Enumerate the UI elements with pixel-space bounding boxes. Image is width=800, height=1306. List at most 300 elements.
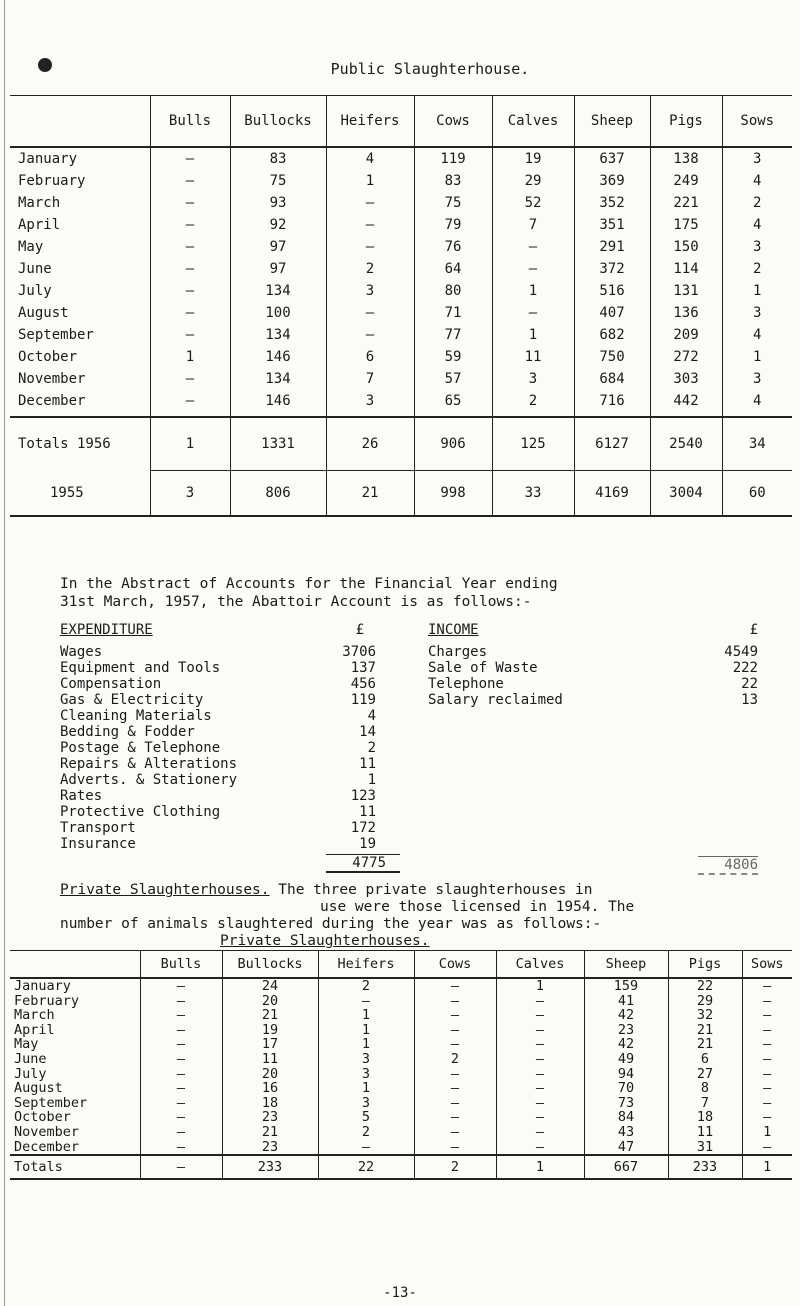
table-cell: 3 bbox=[722, 147, 792, 170]
table-cell: 17 bbox=[222, 1037, 318, 1052]
totals-label: Totals 1956 bbox=[10, 417, 150, 471]
table-cell: 272 bbox=[650, 346, 722, 368]
table-cell: — bbox=[742, 978, 792, 994]
table-cell: — bbox=[150, 236, 230, 258]
account-label: Postage & Telephone bbox=[60, 740, 221, 756]
account-amount: 4 bbox=[367, 708, 376, 724]
account-line bbox=[428, 660, 758, 676]
table-cell: 303 bbox=[650, 368, 722, 390]
totals-row bbox=[10, 1155, 792, 1179]
table-cell: 22 bbox=[668, 978, 742, 994]
table-cell: 684 bbox=[574, 368, 650, 390]
table-cell: — bbox=[318, 1140, 414, 1156]
column-header: Cows bbox=[414, 96, 492, 148]
table-cell: 1 bbox=[722, 346, 792, 368]
account-amount: 222 bbox=[732, 660, 758, 676]
table-cell: 138 bbox=[650, 147, 722, 170]
hole-punch-mark bbox=[38, 58, 52, 72]
table-cell: 146 bbox=[230, 390, 326, 417]
table-cell: 637 bbox=[574, 147, 650, 170]
table-cell: 131 bbox=[650, 280, 722, 302]
table-cell: — bbox=[742, 1067, 792, 1082]
column-header: Sows bbox=[742, 951, 792, 979]
table-cell: 2 bbox=[492, 390, 574, 417]
account-label: Transport bbox=[60, 820, 136, 836]
row-label: June bbox=[14, 1050, 47, 1067]
row-label: April bbox=[18, 217, 61, 233]
table-row bbox=[10, 346, 792, 368]
table-row bbox=[10, 390, 792, 417]
table-cell: 31 bbox=[668, 1140, 742, 1156]
totals-cell: 33 bbox=[492, 471, 574, 517]
account-amount: 4549 bbox=[724, 644, 758, 660]
income-block bbox=[428, 622, 758, 875]
row-label: May bbox=[14, 1036, 39, 1053]
table-row bbox=[10, 1125, 792, 1140]
totals-cell: 3 bbox=[150, 471, 230, 517]
account-label: Rates bbox=[60, 788, 103, 804]
table-cell: 70 bbox=[584, 1081, 668, 1096]
column-header: Bulls bbox=[150, 96, 230, 148]
column-header: Sheep bbox=[574, 96, 650, 148]
account-amount: 14 bbox=[359, 724, 376, 740]
row-label: March bbox=[18, 195, 61, 211]
table-cell: 16 bbox=[222, 1081, 318, 1096]
row-label: January bbox=[14, 978, 71, 994]
table-cell: 4 bbox=[722, 324, 792, 346]
table-cell: 442 bbox=[650, 390, 722, 417]
row-label: July bbox=[18, 283, 52, 299]
table-cell: 20 bbox=[222, 994, 318, 1009]
row-label: December bbox=[14, 1138, 80, 1155]
table-cell: 59 bbox=[414, 346, 492, 368]
totals-row bbox=[10, 471, 792, 517]
account-label: Insurance bbox=[60, 836, 136, 852]
account-label: Sale of Waste bbox=[428, 660, 538, 676]
table-row bbox=[10, 1067, 792, 1082]
table-row bbox=[10, 368, 792, 390]
table-cell: 5 bbox=[318, 1110, 414, 1125]
table-cell: — bbox=[496, 1125, 584, 1140]
account-line bbox=[60, 820, 400, 836]
column-header: Heifers bbox=[326, 96, 414, 148]
account-line bbox=[60, 708, 400, 724]
table-cell: 2 bbox=[318, 1125, 414, 1140]
table-cell: 2 bbox=[722, 192, 792, 214]
account-line bbox=[60, 644, 400, 660]
table-cell: 23 bbox=[222, 1110, 318, 1125]
table-cell: — bbox=[150, 324, 230, 346]
table-cell: 372 bbox=[574, 258, 650, 280]
account-amount: 123 bbox=[350, 788, 376, 804]
table-cell: — bbox=[496, 1096, 584, 1111]
table-cell: 21 bbox=[222, 1008, 318, 1023]
account-line bbox=[60, 836, 400, 852]
table-cell: — bbox=[414, 1110, 496, 1125]
table-cell: 11 bbox=[492, 346, 574, 368]
table-row bbox=[10, 147, 792, 170]
account-line bbox=[60, 692, 400, 708]
row-label: October bbox=[18, 349, 78, 365]
page-number: -13- bbox=[383, 1285, 417, 1301]
totals-cell: 906 bbox=[414, 417, 492, 471]
table-cell: — bbox=[742, 1052, 792, 1067]
table-cell: 100 bbox=[230, 302, 326, 324]
table-cell: — bbox=[414, 1140, 496, 1156]
account-amount: 11 bbox=[359, 756, 376, 772]
row-label: February bbox=[18, 173, 86, 189]
page-title: Public Slaughterhouse. bbox=[330, 60, 530, 78]
table-cell: 23 bbox=[222, 1140, 318, 1156]
table-cell: 750 bbox=[574, 346, 650, 368]
account-label: Gas & Electricity bbox=[60, 692, 204, 708]
column-header: Cows bbox=[414, 951, 496, 979]
totals-cell: 667 bbox=[584, 1155, 668, 1179]
table-row bbox=[10, 324, 792, 346]
table-cell: 8 bbox=[668, 1081, 742, 1096]
private-line2: use were those licensed in 1954. The bbox=[320, 899, 635, 915]
table-cell: 351 bbox=[574, 214, 650, 236]
table-cell: 159 bbox=[584, 978, 668, 994]
table-cell: 71 bbox=[414, 302, 492, 324]
table-cell: 369 bbox=[574, 170, 650, 192]
table-cell: 3 bbox=[722, 368, 792, 390]
table-row bbox=[10, 170, 792, 192]
table-row bbox=[10, 978, 792, 994]
totals-cell: 233 bbox=[222, 1155, 318, 1179]
totals-cell: 2 bbox=[414, 1155, 496, 1179]
table-cell: — bbox=[326, 192, 414, 214]
table-cell: 21 bbox=[668, 1037, 742, 1052]
account-amount: 456 bbox=[350, 676, 376, 692]
table-cell: — bbox=[140, 1008, 222, 1023]
account-label: Telephone bbox=[428, 676, 504, 692]
table-cell: — bbox=[326, 324, 414, 346]
table-cell: — bbox=[492, 258, 574, 280]
column-header: Pigs bbox=[650, 96, 722, 148]
table-cell: 7 bbox=[326, 368, 414, 390]
row-label: September bbox=[18, 327, 94, 343]
table-cell: — bbox=[140, 1037, 222, 1052]
income-header bbox=[428, 622, 758, 644]
row-label: May bbox=[18, 239, 44, 255]
row-label: November bbox=[18, 371, 86, 387]
totals-cell: 22 bbox=[318, 1155, 414, 1179]
table-cell: 2 bbox=[318, 978, 414, 994]
table-cell: — bbox=[414, 994, 496, 1009]
table-cell: — bbox=[140, 1023, 222, 1038]
table-cell: 1 bbox=[318, 1037, 414, 1052]
table-cell: — bbox=[496, 1008, 584, 1023]
table-cell: 1 bbox=[742, 1125, 792, 1140]
table-cell: — bbox=[150, 368, 230, 390]
account-label: Repairs & Alterations bbox=[60, 756, 238, 772]
table-cell: 83 bbox=[414, 170, 492, 192]
account-label: Equipment and Tools bbox=[60, 660, 221, 676]
table-cell: 97 bbox=[230, 236, 326, 258]
totals-label: 1955 bbox=[10, 471, 150, 517]
table-cell: 19 bbox=[492, 147, 574, 170]
table-cell: 52 bbox=[492, 192, 574, 214]
totals-cell: 34 bbox=[722, 417, 792, 471]
table-cell: 2 bbox=[722, 258, 792, 280]
totals-cell: 233 bbox=[668, 1155, 742, 1179]
table-cell: 65 bbox=[414, 390, 492, 417]
table-cell: 249 bbox=[650, 170, 722, 192]
private-slaughterhouses-paragraph bbox=[60, 882, 780, 950]
table-cell: 92 bbox=[230, 214, 326, 236]
table-cell: 146 bbox=[230, 346, 326, 368]
table-cell: 1 bbox=[318, 1008, 414, 1023]
page-margin-line bbox=[4, 0, 5, 1306]
table-cell: — bbox=[742, 1081, 792, 1096]
table-cell: — bbox=[150, 302, 230, 324]
table-cell: 134 bbox=[230, 368, 326, 390]
table-cell: 27 bbox=[668, 1067, 742, 1082]
table-cell: 4 bbox=[722, 214, 792, 236]
table-cell: 19 bbox=[222, 1023, 318, 1038]
account-label: Protective Clothing bbox=[60, 804, 221, 820]
account-amount: 11 bbox=[359, 804, 376, 820]
table-cell: 516 bbox=[574, 280, 650, 302]
table-cell: 716 bbox=[574, 390, 650, 417]
account-label: Salary reclaimed bbox=[428, 692, 563, 708]
table-cell: — bbox=[140, 994, 222, 1009]
income-heading: INCOME bbox=[428, 622, 479, 638]
table-row bbox=[10, 1008, 792, 1023]
account-amount: 119 bbox=[350, 692, 376, 708]
account-amount: 137 bbox=[350, 660, 376, 676]
table-cell: — bbox=[414, 1096, 496, 1111]
table-cell: — bbox=[496, 1067, 584, 1082]
table-cell: 3 bbox=[318, 1052, 414, 1067]
table-cell: 114 bbox=[650, 258, 722, 280]
totals-cell: 1 bbox=[496, 1155, 584, 1179]
table-cell: — bbox=[414, 1008, 496, 1023]
totals-cell: 4169 bbox=[574, 471, 650, 517]
table-cell: — bbox=[150, 214, 230, 236]
column-header: Bulls bbox=[140, 951, 222, 979]
table-cell: 24 bbox=[222, 978, 318, 994]
income-total: 4806 bbox=[698, 856, 758, 875]
table-cell: 76 bbox=[414, 236, 492, 258]
table-cell: — bbox=[492, 236, 574, 258]
row-label: April bbox=[14, 1021, 55, 1038]
row-label: September bbox=[14, 1094, 88, 1111]
table-cell: 4 bbox=[326, 147, 414, 170]
column-header: Heifers bbox=[318, 951, 414, 979]
table-cell: 47 bbox=[584, 1140, 668, 1156]
table-cell: — bbox=[496, 1037, 584, 1052]
table-cell: 73 bbox=[584, 1096, 668, 1111]
table-row bbox=[10, 1037, 792, 1052]
table-cell: 29 bbox=[668, 994, 742, 1009]
account-amount: 22 bbox=[741, 676, 758, 692]
table-cell: 175 bbox=[650, 214, 722, 236]
account-line bbox=[60, 724, 400, 740]
table-row bbox=[10, 214, 792, 236]
totals-cell: 1 bbox=[742, 1155, 792, 1179]
totals-cell: 2540 bbox=[650, 417, 722, 471]
totals-cell: 6127 bbox=[574, 417, 650, 471]
expenditure-block bbox=[60, 622, 400, 873]
private-heading: Private Slaughterhouses. bbox=[60, 882, 270, 898]
table-cell: — bbox=[140, 1052, 222, 1067]
table-cell: 1 bbox=[722, 280, 792, 302]
column-header: Sheep bbox=[584, 951, 668, 979]
table-cell: — bbox=[742, 1096, 792, 1111]
table-cell: 291 bbox=[574, 236, 650, 258]
account-line bbox=[428, 644, 758, 660]
table-cell: 209 bbox=[650, 324, 722, 346]
table-cell: 2 bbox=[414, 1052, 496, 1067]
table-cell: — bbox=[140, 1110, 222, 1125]
totals-cell: 806 bbox=[230, 471, 326, 517]
table-cell: 7 bbox=[668, 1096, 742, 1111]
account-label: Cleaning Materials bbox=[60, 708, 212, 724]
account-amount: 19 bbox=[359, 836, 376, 852]
table-cell: 1 bbox=[492, 324, 574, 346]
table-cell: 43 bbox=[584, 1125, 668, 1140]
account-line bbox=[60, 772, 400, 788]
table-cell: 21 bbox=[222, 1125, 318, 1140]
table-cell: — bbox=[414, 1037, 496, 1052]
account-line bbox=[60, 804, 400, 820]
account-line bbox=[60, 740, 400, 756]
table-cell: — bbox=[742, 1008, 792, 1023]
totals-label: Totals bbox=[10, 1155, 140, 1179]
table-cell: 93 bbox=[230, 192, 326, 214]
table-cell: 11 bbox=[668, 1125, 742, 1140]
table-cell: 3 bbox=[492, 368, 574, 390]
table-row bbox=[10, 1140, 792, 1156]
totals-cell: 60 bbox=[722, 471, 792, 517]
table-cell: 18 bbox=[222, 1096, 318, 1111]
table-row bbox=[10, 1110, 792, 1125]
table-cell: — bbox=[326, 214, 414, 236]
table-cell: — bbox=[496, 994, 584, 1009]
totals-cell: 125 bbox=[492, 417, 574, 471]
account-label: Bedding & Fodder bbox=[60, 724, 195, 740]
column-header: Calves bbox=[492, 96, 574, 148]
account-line bbox=[428, 676, 758, 692]
expenditure-currency: £ bbox=[355, 622, 364, 638]
table-cell: — bbox=[326, 236, 414, 258]
totals-cell: 26 bbox=[326, 417, 414, 471]
column-header: Pigs bbox=[668, 951, 742, 979]
table-cell: 1 bbox=[492, 280, 574, 302]
table-cell: 57 bbox=[414, 368, 492, 390]
table-cell: 21 bbox=[668, 1023, 742, 1038]
table-cell: 75 bbox=[230, 170, 326, 192]
expenditure-heading: EXPENDITURE bbox=[60, 622, 153, 638]
table-row bbox=[10, 994, 792, 1009]
table-row bbox=[10, 258, 792, 280]
table-row bbox=[10, 1052, 792, 1067]
table-cell: — bbox=[140, 1067, 222, 1082]
table-cell: 119 bbox=[414, 147, 492, 170]
table-cell: 64 bbox=[414, 258, 492, 280]
table-cell: 75 bbox=[414, 192, 492, 214]
column-header: Calves bbox=[496, 951, 584, 979]
table-cell: 136 bbox=[650, 302, 722, 324]
private-slaughterhouse-table bbox=[10, 950, 792, 1180]
table-header-row bbox=[10, 96, 792, 148]
table-cell: — bbox=[140, 1096, 222, 1111]
table-cell: — bbox=[496, 1081, 584, 1096]
table-row bbox=[10, 1023, 792, 1038]
table-cell: — bbox=[318, 994, 414, 1009]
table-cell: 682 bbox=[574, 324, 650, 346]
table-cell: 150 bbox=[650, 236, 722, 258]
table-cell: — bbox=[150, 280, 230, 302]
table-cell: 20 bbox=[222, 1067, 318, 1082]
account-label: Charges bbox=[428, 644, 488, 660]
table-cell: 3 bbox=[318, 1067, 414, 1082]
table-cell: — bbox=[414, 1081, 496, 1096]
table-cell: — bbox=[742, 1023, 792, 1038]
expenditure-total: 4775 bbox=[326, 854, 400, 873]
table-cell: — bbox=[492, 302, 574, 324]
table-cell: — bbox=[140, 1140, 222, 1156]
totals-cell: 3004 bbox=[650, 471, 722, 517]
table-cell: 6 bbox=[668, 1052, 742, 1067]
table-cell: 23 bbox=[584, 1023, 668, 1038]
table-cell: — bbox=[496, 1140, 584, 1156]
row-label: August bbox=[14, 1080, 63, 1097]
table-cell: 221 bbox=[650, 192, 722, 214]
table-cell: 4 bbox=[722, 390, 792, 417]
table-cell: 29 bbox=[492, 170, 574, 192]
table-cell: — bbox=[742, 1110, 792, 1125]
table-cell: 3 bbox=[318, 1096, 414, 1111]
table-cell: 49 bbox=[584, 1052, 668, 1067]
account-amount: 1 bbox=[367, 772, 376, 788]
table-cell: 134 bbox=[230, 280, 326, 302]
totals-cell: — bbox=[140, 1155, 222, 1179]
table-cell: — bbox=[742, 1037, 792, 1052]
row-label: March bbox=[14, 1007, 55, 1024]
table-cell: 1 bbox=[326, 170, 414, 192]
table-cell: 2 bbox=[326, 258, 414, 280]
table-cell: 42 bbox=[584, 1008, 668, 1023]
table-row bbox=[10, 280, 792, 302]
account-label: Adverts. & Stationery bbox=[60, 772, 238, 788]
table-cell: 94 bbox=[584, 1067, 668, 1082]
table-cell: 42 bbox=[584, 1037, 668, 1052]
table-row bbox=[10, 1081, 792, 1096]
table-cell: 79 bbox=[414, 214, 492, 236]
table-cell: — bbox=[150, 170, 230, 192]
table-cell: 352 bbox=[574, 192, 650, 214]
table-cell: 134 bbox=[230, 324, 326, 346]
table-cell: 1 bbox=[318, 1081, 414, 1096]
table-cell: 80 bbox=[414, 280, 492, 302]
header-corner bbox=[10, 951, 140, 979]
table-cell: — bbox=[140, 1081, 222, 1096]
totals-cell: 1 bbox=[150, 417, 230, 471]
table-cell: — bbox=[150, 258, 230, 280]
table-cell: — bbox=[140, 1125, 222, 1140]
row-label: January bbox=[18, 151, 78, 167]
row-label: November bbox=[14, 1123, 80, 1140]
table-cell: 3 bbox=[722, 302, 792, 324]
accounts-intro: In the Abstract of Accounts for the Financial Year ending 31st March, 1957, the Abattoir Account is as follows:- bbox=[60, 576, 558, 610]
table-cell: — bbox=[414, 1067, 496, 1082]
table-cell: — bbox=[496, 1023, 584, 1038]
table-cell: — bbox=[414, 1023, 496, 1038]
row-label: July bbox=[14, 1065, 47, 1082]
